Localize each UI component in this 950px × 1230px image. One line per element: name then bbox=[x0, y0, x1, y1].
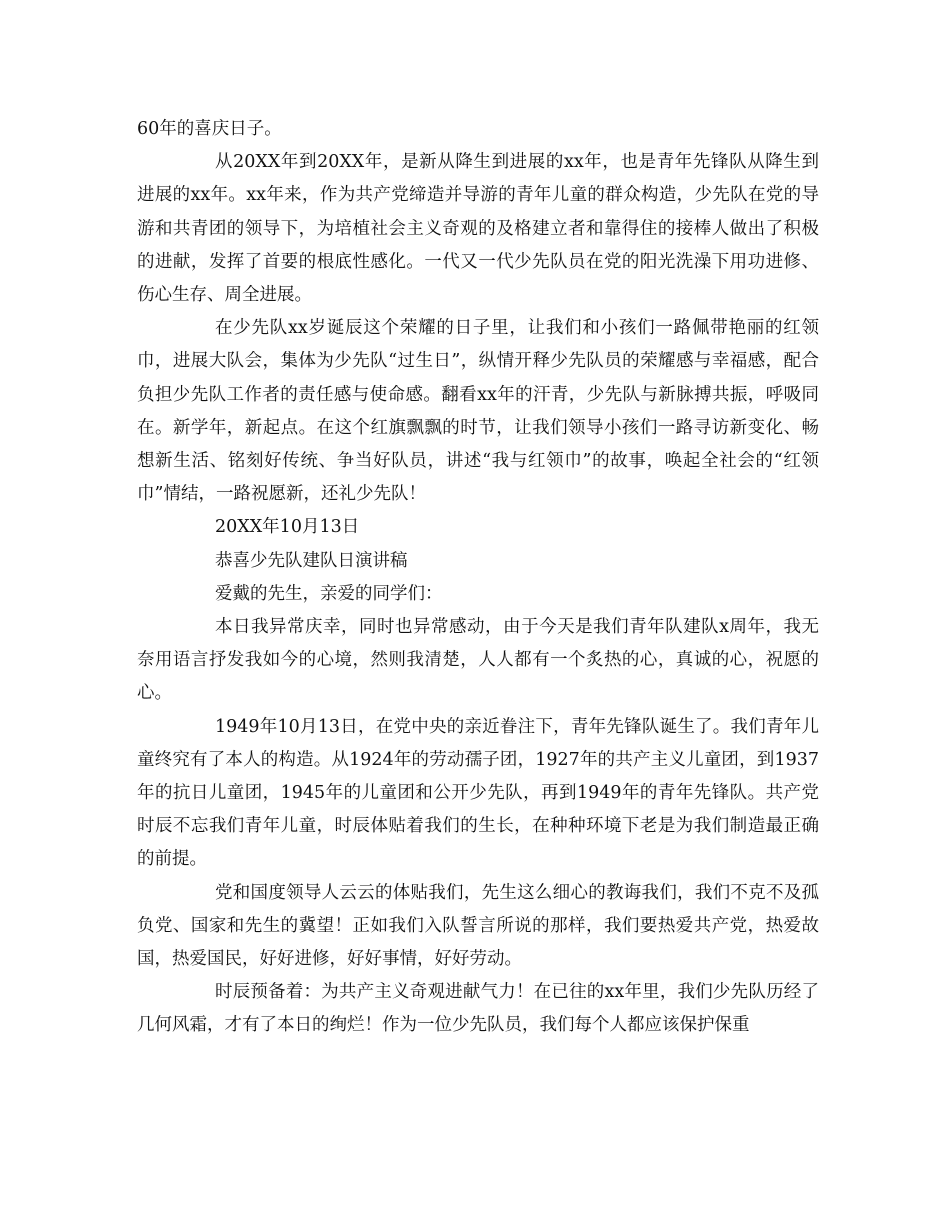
paragraph-3: 在少先队xx岁诞辰这个荣耀的日子里，让我们和小孩们一路佩带艳丽的红领巾，进展大队会，集体为少先队“过生日”，纵情开释少先队员的荣耀感与幸福感，配合负担少先队工作者的责任感与使命感。翻看xx年的汗青，少先队与新脉搏共振，呼吸同在。新学年，新起点。在这个红旗飘飘的时节，让我们领导小孩们一路寻访新变化、畅想新生活、铭刻好传统、争当好队员，讲述“我与红领巾”的故事，唤起全社会的“红领巾”情结，一路祝愿新，还礼少先队！ bbox=[137, 318, 819, 505]
paragraph-1: 60年的喜庆日子。 bbox=[137, 119, 282, 139]
paragraph-9: 党和国度领导人云云的体贴我们，先生这么细心的教诲我们，我们不克不及孤负党、国家和先生的冀望！正如我们入队誓言所说的那样，我们要热爱共产党，热爱故国，热爱国民，好好进修，好好事情，好好劳动。 bbox=[137, 882, 819, 970]
paragraph-10: 时辰预备着：为共产主义奇观进献气力！在已往的xx年里，我们少先队历经了几何风霜，才有了本日的绚烂！作为一位少先队员，我们每个人都应该保护保重 bbox=[137, 982, 819, 1036]
document-page bbox=[137, 113, 819, 1043]
paragraph-2: 从20XX年到20XX年，是新从降生到进展的xx年，也是青年先锋队从降生到进展的xx年。xx年来，作为共产党缔造并导游的青年儿童的群众构造，少先队在党的导游和共青团的领导下，为培植社会主义奇观的及格建立者和靠得住的接棒人做出了积极的进献，发挥了首要的根底性感化。一代又一代少先队员在党的阳光洗澡下用功进修、伤心生存、周全进展。 bbox=[137, 152, 819, 306]
date-line: 20XX年10月13日 bbox=[215, 517, 360, 538]
salutation: 爱戴的先生，亲爱的同学们： bbox=[215, 583, 443, 604]
paragraph-7: 本日我异常庆幸，同时也异常感动，由于今天是我们青年队建队x周年，我无奈用语言抒发我如今的心境，然则我清楚，人人都有一个炙热的心，真诚的心，祝愿的心。 bbox=[137, 617, 819, 704]
paragraph-8: 1949年10月13日，在党中央的亲近眷注下，青年先锋队诞生了。我们青年儿童终究有了本人的构造。从1924年的劳动孺子团，1927年的共产主义儿童团，到1937年的抗日儿童团，1945年的儿童团和公开少先队，再到1949年的青年先锋队。共产党时辰不忘我们青年儿童，时辰体贴着我们的生长，在种种环境下老是为我们制造最正确的前提。 bbox=[137, 716, 819, 870]
speech-title: 恭喜少先队建队日演讲稿 bbox=[215, 550, 408, 571]
